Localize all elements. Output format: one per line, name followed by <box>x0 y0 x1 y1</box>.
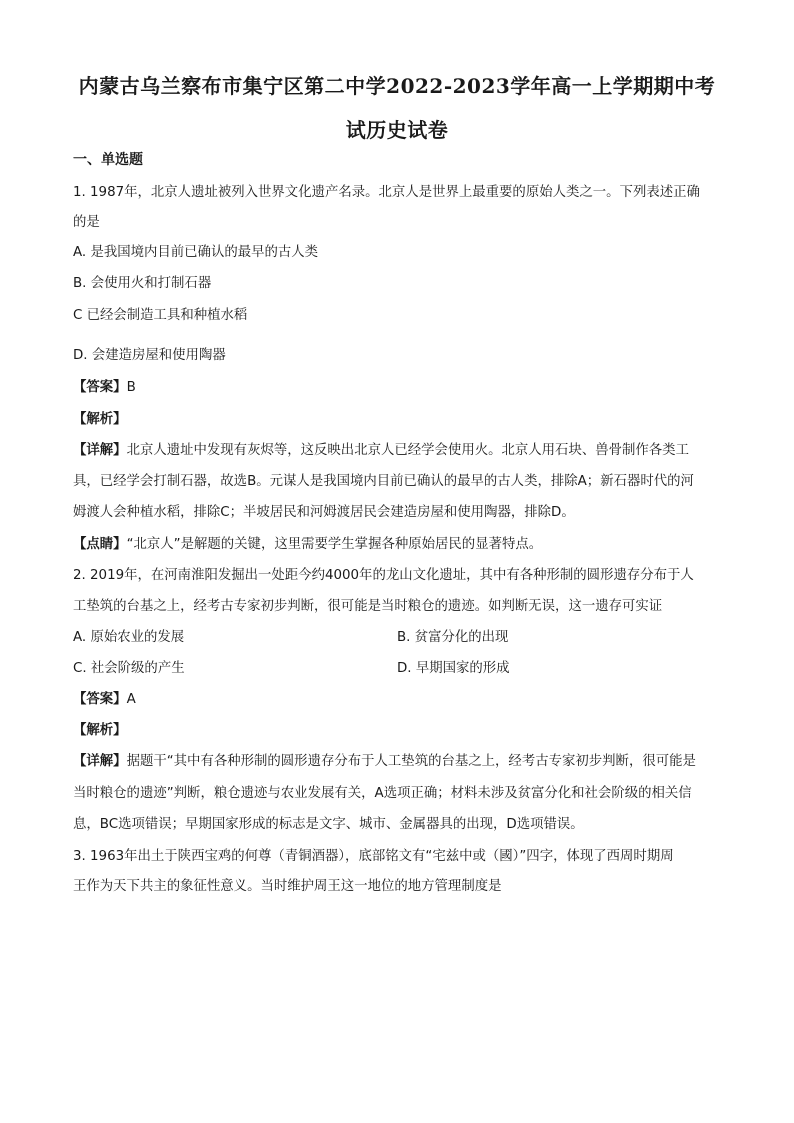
q1-detail-line-1 <box>73 441 689 461</box>
q1-tip-text: “北京人”是解题的关键，这里需要学生掌握各种原始居民的显著特点。 <box>126 537 543 552</box>
q2-option-c: C. 社会阶级的产生 <box>73 661 185 676</box>
q2-stem-line-2: 工垫筑的台基之上，经考古专家初步判断，很可能是当时粮仓的遗迹。如判断无误，这一遗存可实证 <box>73 599 663 614</box>
q2-detail-line-1 <box>73 752 696 772</box>
q2-option-b: B. 贫富分化的出现 <box>397 630 509 645</box>
q2-option-d: D. 早期国家的形成 <box>397 661 510 676</box>
q2-answer <box>73 690 136 710</box>
q2-answer-value: A <box>126 692 136 707</box>
q1-stem-line-2: 的是 <box>73 215 100 230</box>
q1-option-d: D. 会建造房屋和使用陶器 <box>73 348 226 363</box>
q1-detail-line-2: 具，已经学会打制石器，故选B。元谋人是我国境内目前已确认的最早的古人类，排除A；新石器时代的河 <box>73 474 694 489</box>
q1-answer <box>73 378 136 398</box>
q1-option-a: A. 是我国境内目前已确认的最早的古人类 <box>73 245 319 260</box>
q2-answer-label: 【答案】 <box>73 692 127 707</box>
q2-stem-line-1: 2. 2019年，在河南淮阳发掘出一处距今约4000年的龙山文化遗址，其中有各种形制的圆形遗存分布于人 <box>73 568 694 583</box>
q2-option-a: A. 原始农业的发展 <box>73 630 185 645</box>
q1-detail-line-3: 姆渡人会种植水稻，排除C；半坡居民和河姆渡居民会建造房屋和使用陶器，排除D。 <box>73 505 575 520</box>
q1-stem-line-1: 1. 1987年，北京人遗址被列入世界文化遗产名录。北京人是世界上最重要的原始人类之一。下列表述正确 <box>73 185 700 200</box>
q1-analysis-label: 【解析】 <box>73 412 127 427</box>
q1-answer-value: B <box>126 380 136 395</box>
q1-answer-label: 【答案】 <box>73 380 127 395</box>
q2-detail-line-3: 息，BC选项错误；早期国家形成的标志是文字、城市、金属器具的出现，D选项错误。 <box>73 817 584 832</box>
q1-detail-text-1: 北京人遗址中发现有灰烬等，这反映出北京人已经学会使用火。北京人用石块、兽骨制作各类工 <box>126 443 689 458</box>
q1-detail-label: 【详解】 <box>73 443 127 458</box>
q2-detail-label: 【详解】 <box>73 754 127 769</box>
page-title-line-1: 内蒙古乌兰察布市集宁区第二中学2022-2023学年高一上学期期中考 <box>78 74 716 98</box>
q1-option-b: B. 会使用火和打制石器 <box>73 276 212 291</box>
q3-stem-line-1: 3. 1963年出土于陕西宝鸡的何尊（青铜酒器），底部铭文有“宅兹中或（國）”四字，体现了西周时期周 <box>73 849 674 864</box>
page-title-line-2: 试历史试卷 <box>345 118 449 142</box>
q1-tip <box>73 535 542 555</box>
q2-analysis-label: 【解析】 <box>73 723 127 738</box>
q1-option-c: C 已经会制造工具和种植水稻 <box>73 308 248 323</box>
q2-detail-line-2: 当时粮仓的遗迹”判断，粮仓遗迹与农业发展有关，A选项正确；材料未涉及贫富分化和社会阶级的相关信 <box>73 786 692 801</box>
section-heading: 一、单选题 <box>73 152 143 168</box>
q1-tip-label: 【点睛】 <box>73 537 127 552</box>
q3-stem-line-2: 王作为天下共主的象征性意义。当时维护周王这一地位的地方管理制度是 <box>73 879 502 894</box>
q2-detail-text-1: 据题干“其中有各种形制的圆形遗存分布于人工垫筑的台基之上，经考古专家初步判断，很可能是 <box>126 754 696 769</box>
